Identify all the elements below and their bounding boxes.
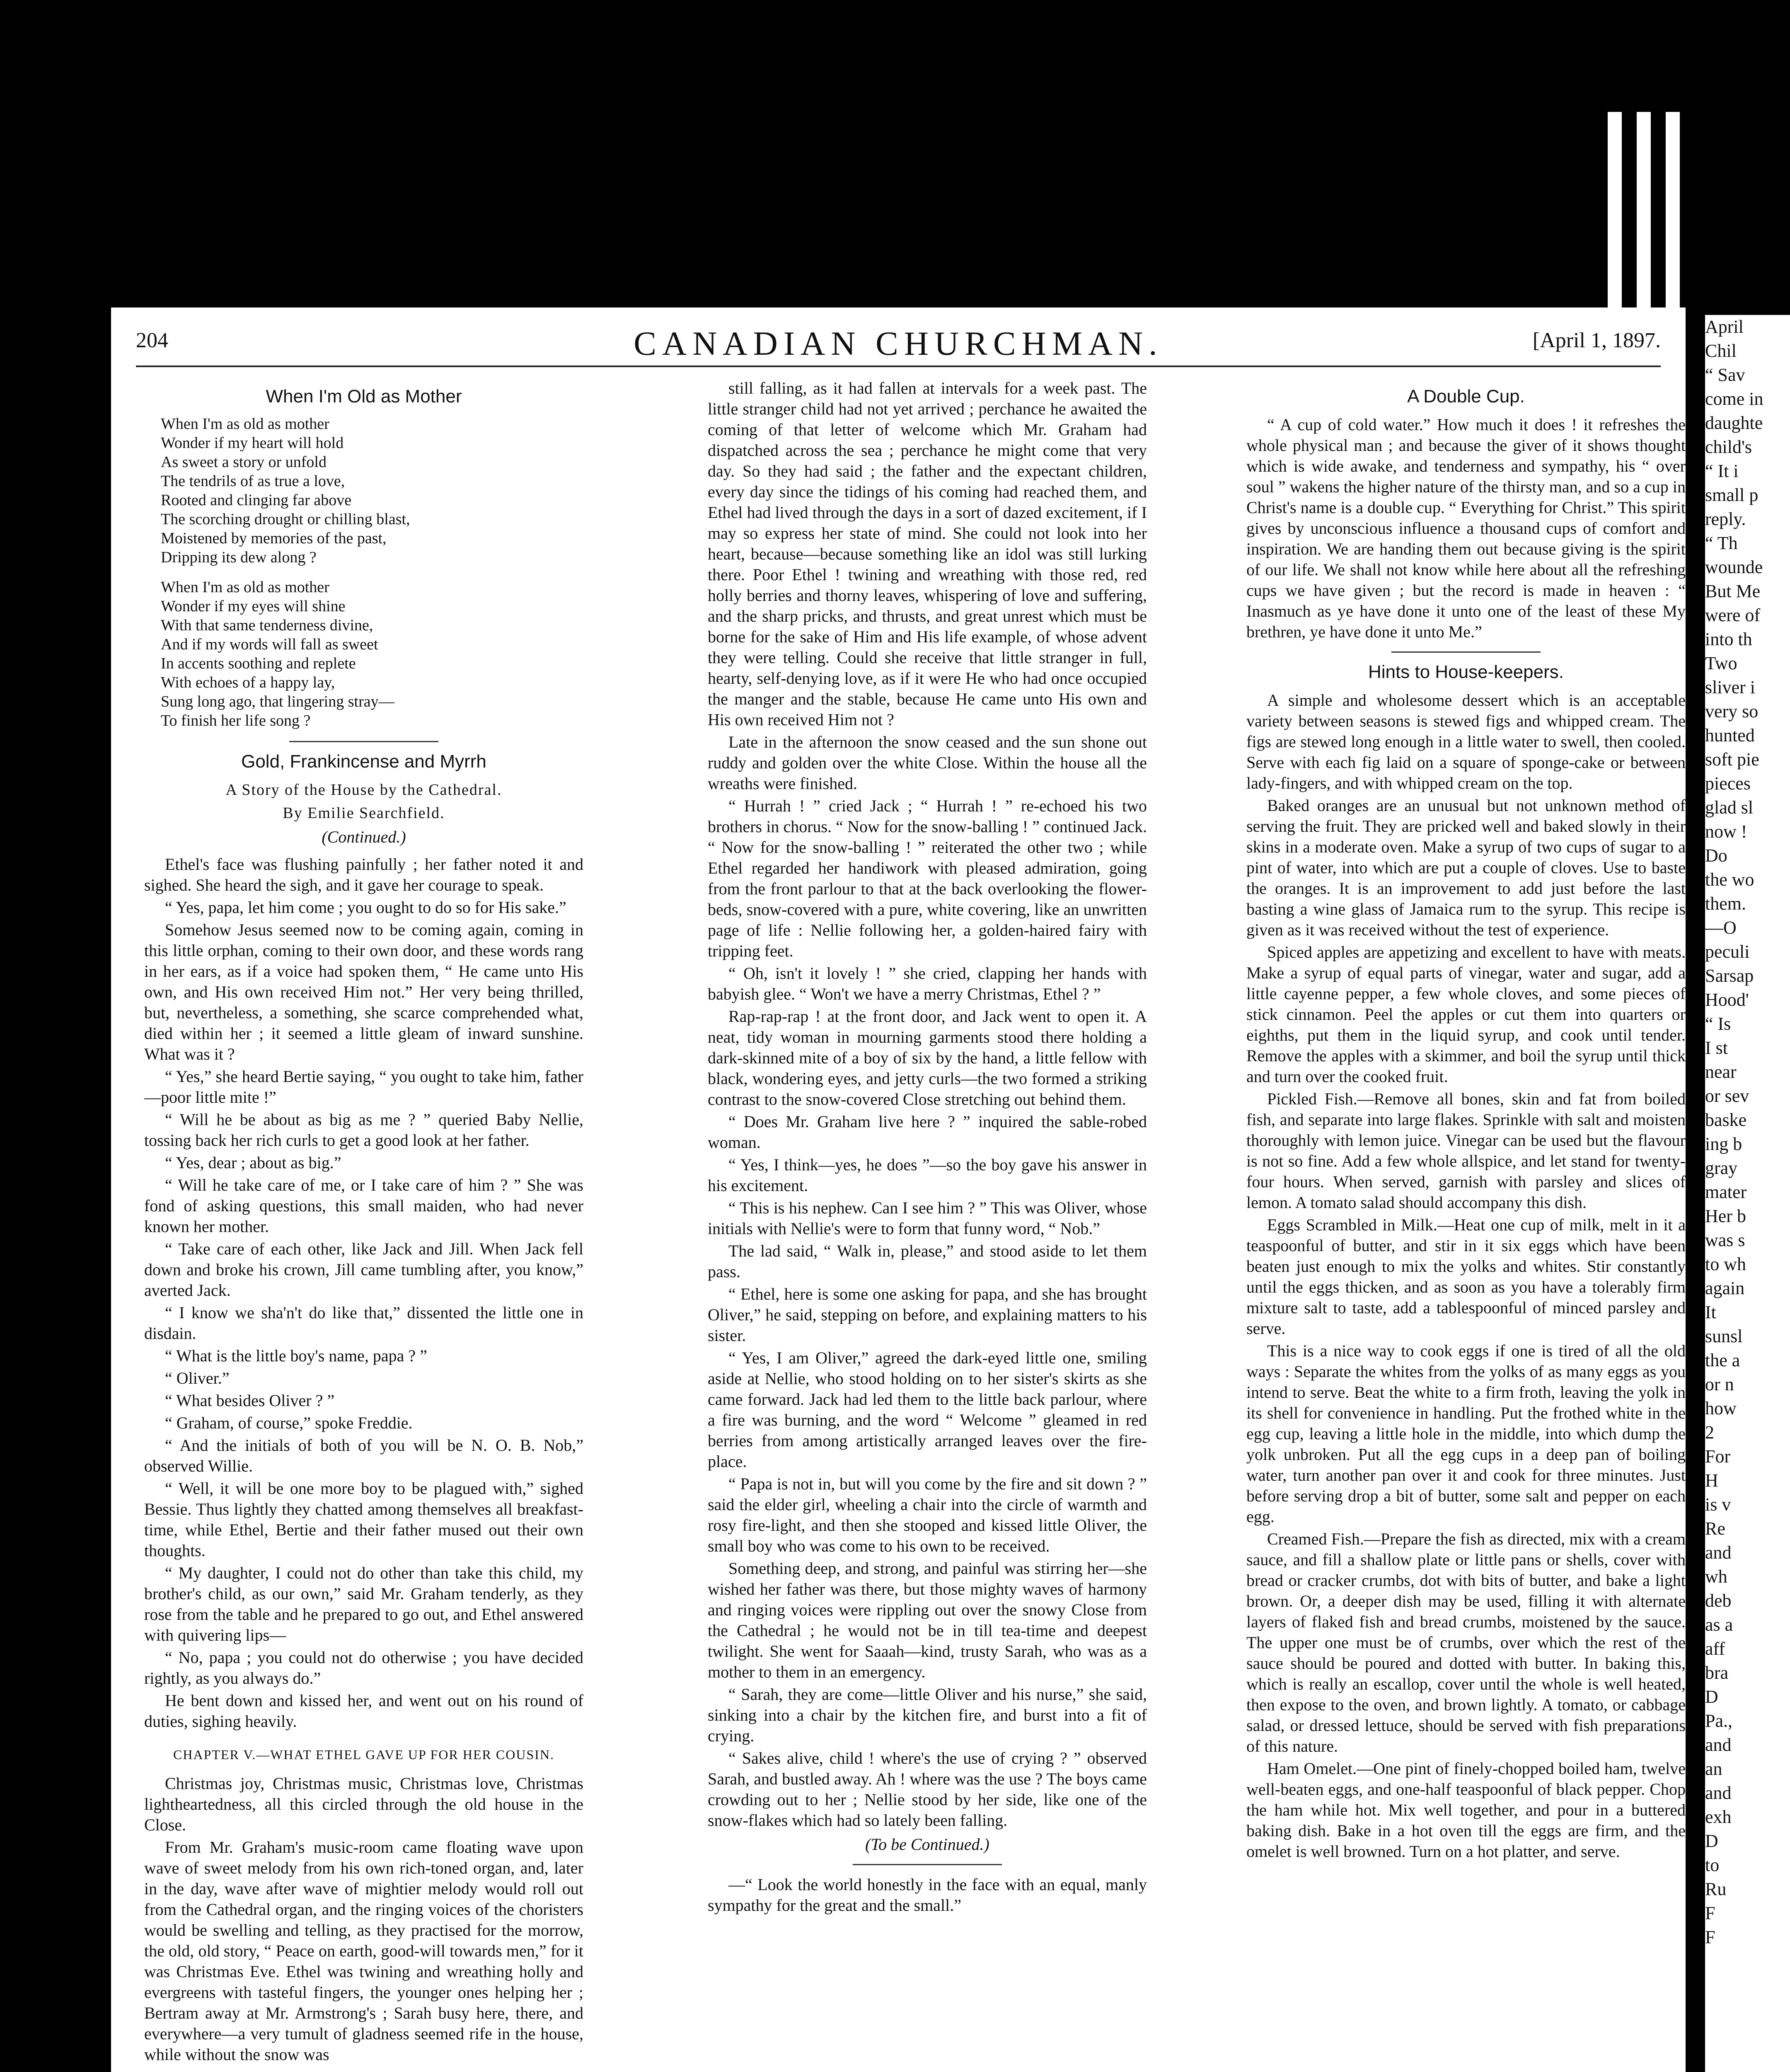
fragment-line: Sarsap (1705, 966, 1754, 986)
page-number: 204 (136, 329, 168, 352)
story-paragraph: “ What besides Oliver ? ” (165, 1391, 335, 1410)
poem-line: Wonder if my eyes will shine (161, 598, 346, 615)
fragment-line: or n (1705, 1374, 1734, 1394)
story-paragraph: still falling, as it had fallen at intervals for a week past. The little stranger child had not yet arrived ; perchance he awaited the coming of that letter of welcome which Mr. Graham had dispatched across the sea ; perchance he might come that very day. So they had said ; the father and the expectant children, every day since the tidings of his coming had reached them, and Ethel had lived through the days in a sort of dazed excitement, if I may so express her state of mind. She could not look into her heart, because—because something like an idol was still lurking there. Poor Ethel ! twining and wreathing with those red, red holly berries and thorny leaves, whispering of love and suffering, and the sharp pricks, and thrusts, and great unrest which must be borne for the sake of Him and His life example, of whose advent they were telling. Could she receive that little stranger in full, hearty, self-denying love, as if it were He who had once occupied the manger and the stable, because He came unto His own and His own received Him not ? (708, 379, 1147, 729)
fragment-line: D (1705, 1831, 1718, 1851)
fragment-line: or sev (1705, 1086, 1749, 1106)
story-paragraph: “ Yes,” she heard Bertie saying, “ you ought to take him, father—poor little mite !” (144, 1067, 583, 1106)
story-paragraph: “ Well, it will be one more boy to be plagued with,” sighed Bessie. Thus lightly they chatted among themselves all breakfast-time, while Ethel, Bertie and their father mused out their own thoughts. (144, 1479, 583, 1560)
fragment-line: them. (1705, 893, 1746, 914)
story-paragraph: “ My daughter, I could not do other than take this child, my brother's child, as our own,” said Mr. Graham tenderly, as they rose from the table and he prepared to go out, and Ethel answered with quivering lips— (144, 1564, 583, 1644)
fragment-line: is v (1705, 1494, 1731, 1515)
poem-line: The tendrils of as true a love, (161, 472, 345, 490)
poem-line: Sung long ago, that lingering stray— (161, 693, 394, 710)
fragment-line: an (1705, 1759, 1722, 1779)
fragment-line: into th (1705, 629, 1752, 649)
section-divider (853, 1864, 1002, 1865)
story-paragraph: Ethel's face was flushing painfully ; her father noted it and sighed. She heard the sigh, and it gave her courage to speak. (144, 855, 583, 894)
fragment-line: was s (1705, 1230, 1745, 1250)
adjacent-page-text (1705, 315, 1790, 1949)
fragment-line: baske (1705, 1110, 1747, 1130)
chapter-paragraphs (144, 1773, 583, 2065)
poem-line: With that same tenderness divine, (161, 617, 373, 634)
fragment-line: peculi (1705, 942, 1750, 962)
story-paragraphs-continued (708, 378, 1147, 1831)
story-paragraph: The lad said, “ Walk in, please,” and stood aside to let them pass. (708, 1242, 1147, 1281)
column-3 (1246, 378, 1686, 1864)
story-paragraph: “ Ethel, here is some one asking for papa, and she has brought Oliver,” he said, stepping on before, and explaining matters to his sister. (708, 1285, 1147, 1345)
poem-stanza-2 (161, 578, 583, 730)
story-paragraph: “ Hurrah ! ” cried Jack ; “ Hurrah ! ” re-echoed his two brothers in chorus. “ Now for the snow-balling ! ” continued Jack. “ Now for the snow-balling ! ” reiterated the other two ; while Ethel regarded her handiwork with pleased admiration, going from the front parlour to that at the back overlooking the flower-beds, snow-covered with a pure, white covering, like an unwritten page of life : Nellie following her, a golden-haired fairy with tripping feet. (708, 796, 1147, 960)
fragment-line: wh (1705, 1566, 1727, 1587)
poem-line: And if my words will fall as sweet (161, 636, 378, 653)
fragment-line: again (1705, 1278, 1745, 1298)
story-continued: (Continued.) (322, 828, 406, 846)
fragment-line: D (1705, 1687, 1718, 1707)
fragment-line: “ Is (1705, 1014, 1731, 1034)
story-paragraph: Christmas joy, Christmas music, Christmas love, Christmas lightheartedness, all this circled through the old house in the Close. (144, 1774, 583, 1834)
poem-line: Dripping its dew along ? (161, 549, 317, 566)
fragment-line: For (1705, 1446, 1731, 1467)
fragment-line: now ! (1705, 821, 1747, 842)
story-paragraph: Something deep, and strong, and painful was stirring her—she wished her father was there, but those mighty waves of harmony and ringing voices were rippling out over the snowy Close from the Cathedral ; he would not be in till tea-time and deepest twilight. She went for Saaah—kind, trusty Sarah, who was as a mother to them in an emergency. (708, 1559, 1147, 1681)
masthead-title: CANADIAN CHURCHMAN. (634, 324, 1163, 362)
story-paragraph: “ Take care of each other, like Jack and Jill. When Jack fell down and broke his crown, Jill came tumbling after, you know,” averted Jack. (144, 1239, 583, 1300)
story-paragraph: Rap-rap-rap ! at the front door, and Jack went to open it. A neat, tidy woman in mourning garments stood there holding a dark-skinned mite of a boy of six by the hand, a little fellow with black, wondering eyes, and jetty curls—the two formed a striking contrast to the snow-covered Close stretching out behind them. (708, 1007, 1147, 1109)
fragment-line: Hood' (1705, 990, 1749, 1010)
fragment-line: But Me (1705, 581, 1761, 601)
story-paragraph: “ Sakes alive, child ! where's the use of crying ? ” observed Sarah, and bustled away. Ah ! where was the use ? The boys came crowding out to her ; Nellie stood by her side, like one of the snow-flakes which had so lately been falling. (708, 1749, 1147, 1830)
quote: —“ Look the world honestly in the face with an equal, manly sympathy for the great and the small.” (708, 1875, 1147, 1915)
fragment-line: and (1705, 1542, 1732, 1563)
story-paragraph: From Mr. Graham's music-room came floating wave upon wave of sweet melody from his own rich-toned organ, and, later in the day, wave after wave of mightier melody would roll out from the Cathedral organ, and the ringing voices of the choristers would be swelling and telling, as they practised for the morrow, the old, old story, “ Peace on earth, good-will towards men,” for it was Christmas Eve. Ethel was twining and wreathing holly and evergreens with tasteful fingers, the younger ones helping her ; Bertram away at Mr. Armstrong's ; Sarah busy here, there, and everywhere—a very tumult of gladness seemed rife in the house, while without the snow was (144, 1838, 583, 2064)
hint-paragraph: Creamed Fish.—Prepare the fish as directed, mix with a cream sauce, and fill a shallow plate or little pans or shells, cover with bread or cracker crumbs, dot with bits of butter, and bake a light brown. Or, a deeper dish may be used, filling it with alternate layers of flaked fish and bread crumbs, moistened by the sauce. The upper one must be of crumbs, over which the rest of the sauce should be poured and dotted with butter. In baking this, which is really an escallop, cover until the whole is well heated, then expose to the oven, and brown lightly. A tomato, or cabbage salad, or dressed lettuce, should be served with fish preparations of this nature. (1246, 1530, 1686, 1755)
story-paragraph: “ Yes, I am Oliver,” agreed the dark-eyed little one, smiling aside at Nellie, who stood holding on to her sister's skirts as she came forward. Jack had led them to the little back parlour, where a fire was burning, and the word “ Welcome ” gleamed in red berries from among artistically arranged leaves over the fire-place. (708, 1348, 1147, 1471)
poem-line: The scorching drought or chilling blast, (161, 511, 410, 528)
poem-line: Moistened by memories of the past, (161, 530, 387, 547)
poem-line: With echoes of a happy lay, (161, 674, 335, 691)
fragment-line: to wh (1705, 1254, 1746, 1274)
poem (161, 414, 583, 730)
page-date: [April 1, 1897. (1532, 329, 1661, 352)
poem-line: When I'm as old as mother (161, 415, 329, 433)
fragment-line: ing b (1705, 1134, 1742, 1154)
poem-line: To finish her life song ? (161, 712, 311, 729)
fragment-line: the wo (1705, 869, 1754, 890)
fragment-line: gray (1705, 1158, 1738, 1178)
story-paragraph: Late in the afternoon the snow ceased and the sun shone out ruddy and golden over the white Close. Within the house all the wreaths were finished. (708, 733, 1147, 793)
fragment-line: April (1705, 317, 1744, 337)
newspaper-page (111, 307, 1686, 2072)
fragment-line: glad sl (1705, 797, 1754, 818)
column-1 (144, 378, 583, 2067)
story-title: Gold, Frankincense and Myrrh (241, 751, 486, 772)
column-2 (708, 378, 1147, 1917)
fragment-line: come in (1705, 389, 1763, 409)
poem-line: In accents soothing and replete (161, 655, 356, 672)
fragment-line: sunsl (1705, 1326, 1743, 1346)
fragment-line: bra (1705, 1663, 1729, 1683)
fragment-line: pieces (1705, 773, 1751, 794)
fragment-line: Two (1705, 653, 1737, 673)
fragment-line: Re (1705, 1518, 1725, 1539)
story-paragraph: “ Papa is not in, but will you come by the fire and sit down ? ” said the elder girl, wheeling a chair into the circle of warmth and rosy fire-light, and then she stooped and kissed little Oliver, the small boy who was come to his own to be received. (708, 1474, 1147, 1555)
story-paragraph: “ Yes, I think—yes, he does ”—so the boy gave his answer in his excitement. (708, 1155, 1147, 1195)
fragment-line: how (1705, 1398, 1737, 1418)
story-paragraph: “ And the initials of both of you will be N. O. B. Nob,” observed Willie. (144, 1436, 583, 1475)
fragment-line: “ Sav (1705, 365, 1745, 385)
double-cup-text: “ A cup of cold water.” How much it does ! it refreshes the whole physical man ; and because the giver of it shows thought which is wide awake, and tenderness and sympathy, his “ over soul ” wakens the higher nature of the thirsty man, and so a cup in Christ's name is a double cup. “ Everything for Christ.” This spirit gives by unconscious influence a thousand cups of comfort and inspiration. We are handing them out because giving is the spirit of our life. We shall not know while here about all the refreshing cups we have given ; but the record is made in heaven : “ Inasmuch as ye have done it unto one of the least of these My brethren, ye have done it unto Me.” (1246, 415, 1686, 641)
story-byline: By Emilie Searchfield. (283, 804, 445, 822)
fragment-line: reply. (1705, 509, 1746, 529)
section-divider (289, 741, 438, 742)
fragment-line: Her b (1705, 1206, 1746, 1226)
section-divider (1391, 651, 1541, 653)
fragment-line: and (1705, 1783, 1732, 1803)
fragment-line: I st (1705, 1038, 1728, 1058)
fragment-line: and (1705, 1735, 1732, 1755)
fragment-line: the a (1705, 1350, 1740, 1370)
poem-title: When I'm Old as Mother (266, 386, 462, 407)
story-paragraph: “ Does Mr. Graham live here ? ” inquired the sable-robed woman. (708, 1112, 1147, 1152)
fragment-line: Ru (1705, 1879, 1727, 1899)
poem-stanza-1 (161, 414, 583, 567)
fragment-line: It (1705, 1302, 1716, 1322)
story-paragraph: “ Oh, isn't it lovely ! ” she cried, clapping her hands with babyish glee. “ Won't we have a merry Christmas, Ethel ? ” (708, 964, 1147, 1003)
fragment-line: Pa., (1705, 1711, 1732, 1731)
fragment-line: mater (1705, 1182, 1747, 1202)
poem-line: When I'm as old as mother (161, 579, 329, 596)
fragment-line: “ It i (1705, 461, 1739, 481)
story-paragraph: He bent down and kissed her, and went out on his round of duties, sighing heavily. (144, 1691, 583, 1731)
fragment-line: to (1705, 1855, 1720, 1875)
story-subtitle: A Story of the House by the Cathedral. (225, 781, 502, 799)
fragment-line: Do (1705, 845, 1727, 866)
header-rule (136, 366, 1661, 367)
fragment-line: as a (1705, 1615, 1733, 1635)
page-header (136, 324, 1661, 366)
fragment-line: “ Th (1705, 533, 1738, 553)
story-paragraph: “ No, papa ; you could not do otherwise ; you have decided rightly, as you always do.” (144, 1648, 583, 1687)
fragment-line: sliver i (1705, 677, 1755, 697)
double-cup-title: A Double Cup. (1407, 386, 1525, 407)
hint-paragraph: Ham Omelet.—One pint of finely-chopped boiled ham, twelve well-beaten eggs, and one-half teaspoonful of black pepper. Chop the ham while hot. Mix well together, and pour in a buttered baking dish. Bake in a hot oven till the eggs are firm, and the omelet is well browned. Turn on a hot platter, and serve. (1246, 1759, 1686, 1861)
fragment-line: 2 (1705, 1422, 1714, 1443)
story-paragraph: “ Will he take care of me, or I take care of him ? ” She was fond of asking questions, this small maiden, who had never known her mother. (144, 1176, 583, 1236)
fragment-line: —O (1705, 917, 1737, 938)
fragment-line: deb (1705, 1590, 1732, 1611)
fragment-line: F (1705, 1903, 1715, 1923)
fragment-line: Chil (1705, 341, 1737, 361)
to-be-continued: (To be Continued.) (865, 1835, 989, 1854)
fragment-line: were of (1705, 605, 1761, 625)
fragment-line: child's (1705, 437, 1752, 457)
story-paragraph: “ I know we sha'n't do like that,” dissented the little one in disdain. (144, 1303, 583, 1343)
hint-paragraph: Spiced apples are appetizing and excellent to have with meats. Make a syrup of equal parts of vinegar, water and sugar, add a little cayenne pepper, a few whole cloves, and some pieces of stick cinnamon. Peel the apples or cut them into quarters or eighths, put them in the liquid syrup, and cook until tender. Remove the apples with a skimmer, and boil the syrup until thick and turn over the cooked fruit. (1246, 943, 1686, 1086)
adjacent-page-fragment (1705, 315, 1790, 2072)
story-paragraph: “ Oliver.” (165, 1369, 230, 1387)
hint-paragraph: Baked oranges are an unusual but not unknown method of serving the fruit. They are pricked well and baked slowly in their skins in a moderate oven. Make a syrup of two cups of sugar to a pint of water, into which are put a couple of cloves. Use to baste the oranges. It is an improvement to add just before the last basting a wine glass of Jamaica rum to the syrup. This recipe is given as it was received without the test of experience. (1246, 796, 1686, 939)
fragment-line: near (1705, 1062, 1737, 1082)
story-paragraph: “ This is his nephew. Can I see him ? ” This was Oliver, whose initials with Nellie's were to form that funny word, “ Nob.” (708, 1198, 1147, 1238)
story-paragraphs (144, 854, 583, 1732)
story-paragraph: “ Will he be about as big as me ? ” queried Baby Nellie, tossing back her rich curls to get a good look at her father. (144, 1110, 583, 1150)
hint-paragraph: Pickled Fish.—Remove all bones, skin and fat from boiled fish, and separate into large flakes. Sprinkle with salt and moisten thoroughly with lemon juice. Vinegar can be used but the flavour is not so fine. Add a few whole allspice, and let stand for twenty-four hours. When served, garnish with parsley and slices of lemon. A tomato salad should accompany this dish. (1246, 1089, 1686, 1212)
story-paragraph: “ Yes, papa, let him come ; you ought to do so for His sake.” (165, 898, 566, 917)
hints-paragraphs (1246, 690, 1686, 1862)
fragment-line: daughte (1705, 413, 1763, 433)
fragment-line: exh (1705, 1807, 1732, 1827)
hints-title: Hints to House-keepers. (1368, 662, 1564, 682)
story-paragraph: “ Sarah, they are come—little Oliver and his nurse,” she said, sinking into a chair by the kitchen fire, and burst into a fit of crying. (708, 1685, 1147, 1745)
story-paragraph: “ What is the little boy's name, papa ? ” (165, 1346, 427, 1365)
chapter-heading: CHAPTER V.—WHAT ETHEL GAVE UP FOR HER COUSIN. (173, 1747, 554, 1762)
fragment-line: H (1705, 1470, 1718, 1491)
fragment-line: F (1705, 1927, 1715, 1947)
hint-paragraph: A simple and wholesome dessert which is an acceptable variety between seasons is stewed figs and whipped cream. The figs are stewed long enough in a little water to swell, then cooled. Serve with each fig laid on a square of sponge-cake or between lady-fingers, and with whipped cream on the top. (1246, 691, 1686, 792)
fragment-line: hunted (1705, 725, 1755, 746)
fragment-line: wounde (1705, 557, 1763, 577)
fragment-line: very so (1705, 701, 1759, 721)
fragment-line: aff (1705, 1639, 1725, 1659)
poem-line: As sweet a story or unfold (161, 453, 327, 471)
story-paragraph: “ Yes, dear ; about as big.” (165, 1153, 341, 1172)
fragment-line: small p (1705, 485, 1759, 505)
hint-paragraph: This is a nice way to cook eggs if one is tired of all the old ways : Separate the whites from the yolks of as many eggs as you intend to serve. Beat the white to a firm froth, leaving the yolk in its shell for convenience in handling. Put the frothed white in the egg cup, leaving a little hole in the middle, into which dump the yolk unbroken. Put all the egg cups in a deep pan of boiling water, turn another pan over it and cook for three minutes. Just before serving drop a bit of butter, some salt and pepper on each egg. (1246, 1341, 1686, 1526)
poem-line: Wonder if my heart will hold (161, 434, 344, 452)
story-paragraph: Somehow Jesus seemed now to be coming again, coming in this little orphan, coming to their own door, and these words rang in her ears, as if a voice had spoken them, “ He came unto His own, and His own received Him not.” Her very being thrilled, but, nevertheless, a something, she scarce comprehended what, died within her ; it seemed a little gleam of inward sunshine. What was it ? (144, 920, 583, 1063)
story-paragraph: “ Graham, of course,” spoke Freddie. (165, 1414, 413, 1432)
poem-line: Rooted and clinging far above (161, 491, 352, 509)
fragment-line: soft pie (1705, 749, 1759, 770)
hint-paragraph: Eggs Scrambled in Milk.—Heat one cup of milk, melt in it a teaspoonful of butter, and stir in it six eggs which have been beaten just enough to mix the yolks and whites. Stir constantly until the eggs thicken, and as soon as you have a tolerably firm mixture salt to taste, add a tablespoonful of minced parsley and serve. (1246, 1215, 1686, 1338)
